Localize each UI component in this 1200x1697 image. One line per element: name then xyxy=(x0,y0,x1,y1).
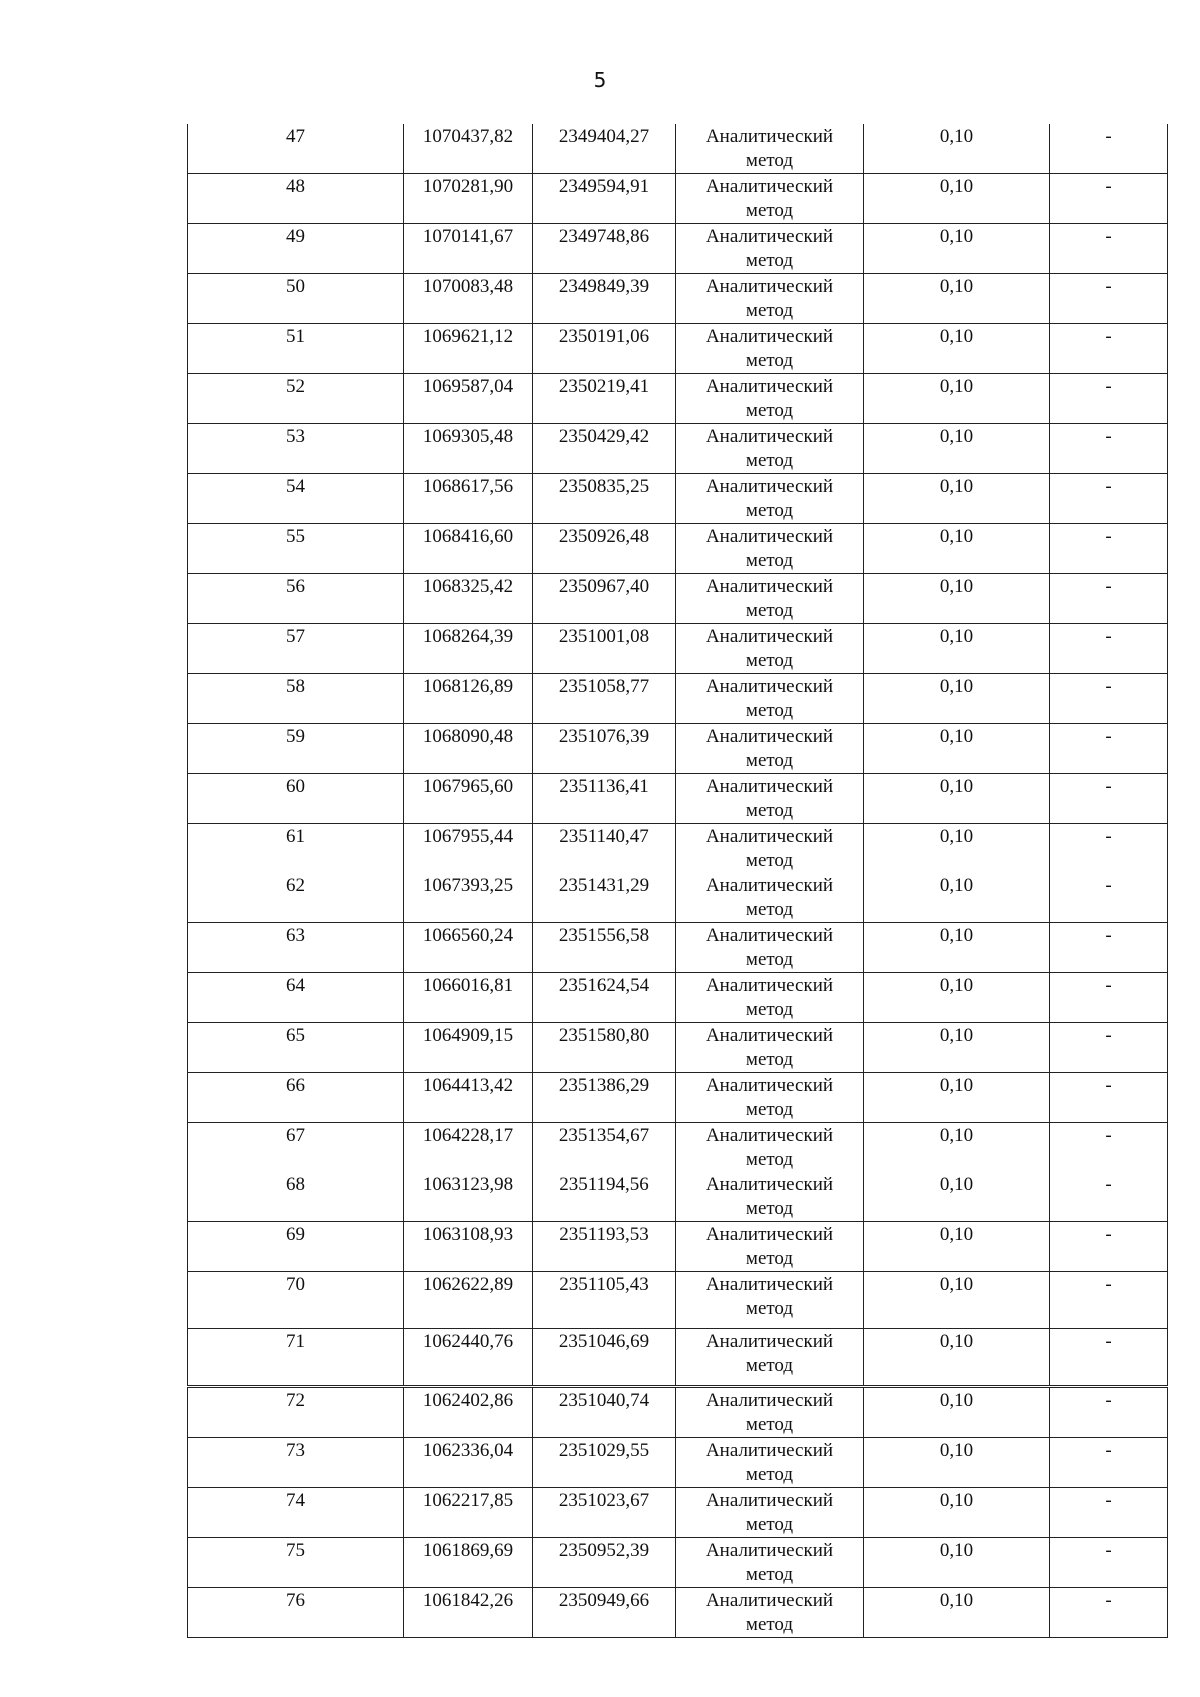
note-cell: - xyxy=(1050,1073,1168,1123)
point-number-cell: 71 xyxy=(188,1329,404,1387)
method-cell: Аналитический метод xyxy=(676,424,864,474)
y-coordinate-cell: 2349748,86 xyxy=(533,224,676,274)
note-cell: - xyxy=(1050,124,1168,174)
table-row xyxy=(188,774,1168,824)
y-coordinate-cell: 2349404,27 xyxy=(533,124,676,174)
note-cell: - xyxy=(1050,1387,1168,1438)
y-coordinate-cell: 2351136,41 xyxy=(533,774,676,824)
note-cell: - xyxy=(1050,274,1168,324)
y-coordinate-cell: 2351029,55 xyxy=(533,1438,676,1488)
table-row xyxy=(188,1272,1168,1329)
table-row xyxy=(188,524,1168,574)
point-number-cell: 52 xyxy=(188,374,404,424)
x-coordinate-cell: 1062440,76 xyxy=(404,1329,533,1387)
note-cell: - xyxy=(1050,474,1168,524)
accuracy-cell: 0,10 xyxy=(864,1073,1050,1123)
note-cell: - xyxy=(1050,674,1168,724)
accuracy-cell: 0,10 xyxy=(864,374,1050,424)
note-cell: - xyxy=(1050,374,1168,424)
note-cell: - xyxy=(1050,624,1168,674)
note-cell: - xyxy=(1050,424,1168,474)
table-row xyxy=(188,1538,1168,1588)
point-number-cell: 66 xyxy=(188,1073,404,1123)
table-row xyxy=(188,124,1168,174)
x-coordinate-cell: 1069305,48 xyxy=(404,424,533,474)
method-cell: Аналитический метод xyxy=(676,873,864,923)
note-cell: - xyxy=(1050,923,1168,973)
y-coordinate-cell: 2351046,69 xyxy=(533,1329,676,1387)
method-cell: Аналитический метод xyxy=(676,1272,864,1329)
note-cell: - xyxy=(1050,1023,1168,1073)
accuracy-cell: 0,10 xyxy=(864,724,1050,774)
point-number-cell: 65 xyxy=(188,1023,404,1073)
accuracy-cell: 0,10 xyxy=(864,1123,1050,1173)
y-coordinate-cell: 2351624,54 xyxy=(533,973,676,1023)
method-cell: Аналитический метод xyxy=(676,1387,864,1438)
y-coordinate-cell: 2351354,67 xyxy=(533,1123,676,1173)
x-coordinate-cell: 1068325,42 xyxy=(404,574,533,624)
y-coordinate-cell: 2351431,29 xyxy=(533,873,676,923)
y-coordinate-cell: 2351040,74 xyxy=(533,1387,676,1438)
x-coordinate-cell: 1062622,89 xyxy=(404,1272,533,1329)
x-coordinate-cell: 1070083,48 xyxy=(404,274,533,324)
method-cell: Аналитический метод xyxy=(676,1023,864,1073)
x-coordinate-cell: 1062336,04 xyxy=(404,1438,533,1488)
x-coordinate-cell: 1067393,25 xyxy=(404,873,533,923)
method-cell: Аналитический метод xyxy=(676,1329,864,1387)
x-coordinate-cell: 1066560,24 xyxy=(404,923,533,973)
method-cell: Аналитический метод xyxy=(676,1438,864,1488)
point-number-cell: 68 xyxy=(188,1172,404,1222)
y-coordinate-cell: 2350967,40 xyxy=(533,574,676,624)
note-cell: - xyxy=(1050,1438,1168,1488)
table-row xyxy=(188,1588,1168,1638)
y-coordinate-cell: 2351386,29 xyxy=(533,1073,676,1123)
accuracy-cell: 0,10 xyxy=(864,1588,1050,1638)
method-cell: Аналитический метод xyxy=(676,624,864,674)
accuracy-cell: 0,10 xyxy=(864,274,1050,324)
method-cell: Аналитический метод xyxy=(676,774,864,824)
y-coordinate-cell: 2350429,42 xyxy=(533,424,676,474)
table-row xyxy=(188,424,1168,474)
point-number-cell: 75 xyxy=(188,1538,404,1588)
accuracy-cell: 0,10 xyxy=(864,774,1050,824)
x-coordinate-cell: 1068416,60 xyxy=(404,524,533,574)
accuracy-cell: 0,10 xyxy=(864,1272,1050,1329)
note-cell: - xyxy=(1050,1123,1168,1173)
note-cell: - xyxy=(1050,873,1168,923)
accuracy-cell: 0,10 xyxy=(864,1488,1050,1538)
table-row xyxy=(188,624,1168,674)
method-cell: Аналитический метод xyxy=(676,174,864,224)
x-coordinate-cell: 1068126,89 xyxy=(404,674,533,724)
method-cell: Аналитический метод xyxy=(676,973,864,1023)
x-coordinate-cell: 1068090,48 xyxy=(404,724,533,774)
coordinates-table xyxy=(187,124,1168,1638)
y-coordinate-cell: 2351001,08 xyxy=(533,624,676,674)
method-cell: Аналитический метод xyxy=(676,1488,864,1538)
point-number-cell: 59 xyxy=(188,724,404,774)
accuracy-cell: 0,10 xyxy=(864,824,1050,874)
method-cell: Аналитический метод xyxy=(676,474,864,524)
y-coordinate-cell: 2350219,41 xyxy=(533,374,676,424)
x-coordinate-cell: 1062402,86 xyxy=(404,1387,533,1438)
table-row xyxy=(188,374,1168,424)
accuracy-cell: 0,10 xyxy=(864,923,1050,973)
accuracy-cell: 0,10 xyxy=(864,474,1050,524)
table-row xyxy=(188,1023,1168,1073)
point-number-cell: 58 xyxy=(188,674,404,724)
point-number-cell: 70 xyxy=(188,1272,404,1329)
note-cell: - xyxy=(1050,1488,1168,1538)
accuracy-cell: 0,10 xyxy=(864,1387,1050,1438)
method-cell: Аналитический метод xyxy=(676,524,864,574)
method-cell: Аналитический метод xyxy=(676,324,864,374)
table-row xyxy=(188,224,1168,274)
accuracy-cell: 0,10 xyxy=(864,324,1050,374)
x-coordinate-cell: 1066016,81 xyxy=(404,973,533,1023)
method-cell: Аналитический метод xyxy=(676,824,864,874)
accuracy-cell: 0,10 xyxy=(864,424,1050,474)
point-number-cell: 74 xyxy=(188,1488,404,1538)
x-coordinate-cell: 1070141,67 xyxy=(404,224,533,274)
x-coordinate-cell: 1069621,12 xyxy=(404,324,533,374)
method-cell: Аналитический метод xyxy=(676,724,864,774)
point-number-cell: 47 xyxy=(188,124,404,174)
table-row xyxy=(188,1123,1168,1173)
point-number-cell: 61 xyxy=(188,824,404,874)
method-cell: Аналитический метод xyxy=(676,1588,864,1638)
page-number: 5 xyxy=(593,68,607,92)
coordinates-table-container xyxy=(187,124,1167,1638)
method-cell: Аналитический метод xyxy=(676,674,864,724)
y-coordinate-cell: 2350949,66 xyxy=(533,1588,676,1638)
y-coordinate-cell: 2351194,56 xyxy=(533,1172,676,1222)
table-row xyxy=(188,923,1168,973)
accuracy-cell: 0,10 xyxy=(864,1538,1050,1588)
y-coordinate-cell: 2349849,39 xyxy=(533,274,676,324)
y-coordinate-cell: 2350926,48 xyxy=(533,524,676,574)
accuracy-cell: 0,10 xyxy=(864,174,1050,224)
method-cell: Аналитический метод xyxy=(676,374,864,424)
note-cell: - xyxy=(1050,774,1168,824)
y-coordinate-cell: 2349594,91 xyxy=(533,174,676,224)
method-cell: Аналитический метод xyxy=(676,923,864,973)
note-cell: - xyxy=(1050,1272,1168,1329)
x-coordinate-cell: 1062217,85 xyxy=(404,1488,533,1538)
table-row xyxy=(188,1438,1168,1488)
y-coordinate-cell: 2351193,53 xyxy=(533,1222,676,1272)
point-number-cell: 69 xyxy=(188,1222,404,1272)
note-cell: - xyxy=(1050,1538,1168,1588)
point-number-cell: 49 xyxy=(188,224,404,274)
point-number-cell: 51 xyxy=(188,324,404,374)
x-coordinate-cell: 1070437,82 xyxy=(404,124,533,174)
table-row xyxy=(188,174,1168,224)
accuracy-cell: 0,10 xyxy=(864,674,1050,724)
y-coordinate-cell: 2351140,47 xyxy=(533,824,676,874)
x-coordinate-cell: 1067955,44 xyxy=(404,824,533,874)
table-row xyxy=(188,274,1168,324)
note-cell: - xyxy=(1050,973,1168,1023)
x-coordinate-cell: 1063108,93 xyxy=(404,1222,533,1272)
y-coordinate-cell: 2351556,58 xyxy=(533,923,676,973)
accuracy-cell: 0,10 xyxy=(864,973,1050,1023)
accuracy-cell: 0,10 xyxy=(864,1329,1050,1387)
table-row xyxy=(188,324,1168,374)
note-cell: - xyxy=(1050,1172,1168,1222)
table-row xyxy=(188,1387,1168,1438)
accuracy-cell: 0,10 xyxy=(864,1438,1050,1488)
method-cell: Аналитический метод xyxy=(676,1222,864,1272)
accuracy-cell: 0,10 xyxy=(864,524,1050,574)
point-number-cell: 57 xyxy=(188,624,404,674)
note-cell: - xyxy=(1050,524,1168,574)
accuracy-cell: 0,10 xyxy=(864,873,1050,923)
note-cell: - xyxy=(1050,1588,1168,1638)
accuracy-cell: 0,10 xyxy=(864,1222,1050,1272)
table-row xyxy=(188,1073,1168,1123)
method-cell: Аналитический метод xyxy=(676,274,864,324)
note-cell: - xyxy=(1050,1329,1168,1387)
x-coordinate-cell: 1068264,39 xyxy=(404,624,533,674)
table-row xyxy=(188,674,1168,724)
point-number-cell: 64 xyxy=(188,973,404,1023)
method-cell: Аналитический метод xyxy=(676,1172,864,1222)
table-row xyxy=(188,824,1168,874)
accuracy-cell: 0,10 xyxy=(864,624,1050,674)
y-coordinate-cell: 2351058,77 xyxy=(533,674,676,724)
note-cell: - xyxy=(1050,324,1168,374)
point-number-cell: 53 xyxy=(188,424,404,474)
point-number-cell: 63 xyxy=(188,923,404,973)
point-number-cell: 62 xyxy=(188,873,404,923)
table-row xyxy=(188,1172,1168,1222)
x-coordinate-cell: 1061869,69 xyxy=(404,1538,533,1588)
accuracy-cell: 0,10 xyxy=(864,574,1050,624)
table-row xyxy=(188,724,1168,774)
table-row xyxy=(188,574,1168,624)
method-cell: Аналитический метод xyxy=(676,1073,864,1123)
table-row xyxy=(188,474,1168,524)
y-coordinate-cell: 2350191,06 xyxy=(533,324,676,374)
x-coordinate-cell: 1069587,04 xyxy=(404,374,533,424)
point-number-cell: 55 xyxy=(188,524,404,574)
x-coordinate-cell: 1064413,42 xyxy=(404,1073,533,1123)
point-number-cell: 67 xyxy=(188,1123,404,1173)
table-body xyxy=(188,124,1168,1638)
note-cell: - xyxy=(1050,224,1168,274)
point-number-cell: 50 xyxy=(188,274,404,324)
note-cell: - xyxy=(1050,174,1168,224)
table-row xyxy=(188,1329,1168,1387)
method-cell: Аналитический метод xyxy=(676,124,864,174)
y-coordinate-cell: 2350835,25 xyxy=(533,474,676,524)
point-number-cell: 54 xyxy=(188,474,404,524)
x-coordinate-cell: 1064228,17 xyxy=(404,1123,533,1173)
method-cell: Аналитический метод xyxy=(676,224,864,274)
point-number-cell: 60 xyxy=(188,774,404,824)
accuracy-cell: 0,10 xyxy=(864,224,1050,274)
method-cell: Аналитический метод xyxy=(676,1123,864,1173)
y-coordinate-cell: 2351023,67 xyxy=(533,1488,676,1538)
accuracy-cell: 0,10 xyxy=(864,1172,1050,1222)
point-number-cell: 72 xyxy=(188,1387,404,1438)
table-row xyxy=(188,1488,1168,1538)
y-coordinate-cell: 2350952,39 xyxy=(533,1538,676,1588)
y-coordinate-cell: 2351076,39 xyxy=(533,724,676,774)
point-number-cell: 48 xyxy=(188,174,404,224)
x-coordinate-cell: 1063123,98 xyxy=(404,1172,533,1222)
x-coordinate-cell: 1068617,56 xyxy=(404,474,533,524)
note-cell: - xyxy=(1050,724,1168,774)
method-cell: Аналитический метод xyxy=(676,1538,864,1588)
point-number-cell: 56 xyxy=(188,574,404,624)
accuracy-cell: 0,10 xyxy=(864,1023,1050,1073)
y-coordinate-cell: 2351580,80 xyxy=(533,1023,676,1073)
x-coordinate-cell: 1064909,15 xyxy=(404,1023,533,1073)
point-number-cell: 76 xyxy=(188,1588,404,1638)
x-coordinate-cell: 1061842,26 xyxy=(404,1588,533,1638)
note-cell: - xyxy=(1050,1222,1168,1272)
table-row xyxy=(188,1222,1168,1272)
note-cell: - xyxy=(1050,574,1168,624)
method-cell: Аналитический метод xyxy=(676,574,864,624)
accuracy-cell: 0,10 xyxy=(864,124,1050,174)
y-coordinate-cell: 2351105,43 xyxy=(533,1272,676,1329)
note-cell: - xyxy=(1050,824,1168,874)
x-coordinate-cell: 1067965,60 xyxy=(404,774,533,824)
table-row xyxy=(188,973,1168,1023)
point-number-cell: 73 xyxy=(188,1438,404,1488)
x-coordinate-cell: 1070281,90 xyxy=(404,174,533,224)
table-row xyxy=(188,873,1168,923)
